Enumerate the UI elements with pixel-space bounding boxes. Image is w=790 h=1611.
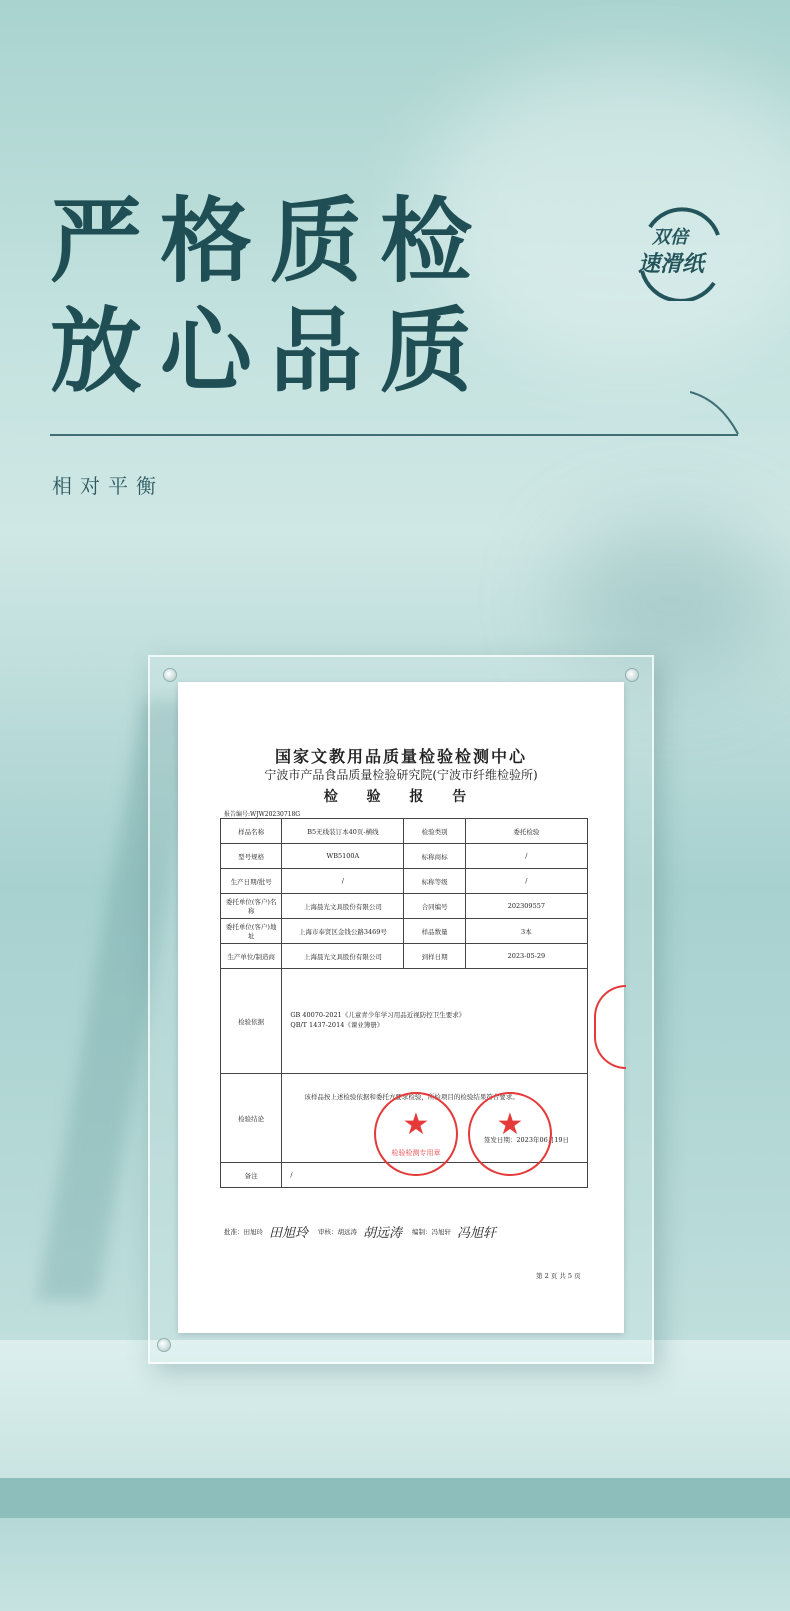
table-cell: 上海市奉贤区金钱公路3469号 xyxy=(282,919,404,944)
report-number: 报告编号:WJW20230718G xyxy=(224,811,301,818)
divider-line xyxy=(50,434,738,436)
table-cell: 标称商标 xyxy=(404,844,465,869)
org-title: 国家文教用品质量检验检测中心 xyxy=(274,747,527,766)
editor-label: 编制：冯旭轩 xyxy=(412,1228,452,1236)
table-row xyxy=(221,869,588,894)
inspection-report xyxy=(178,682,624,1333)
star-icon: ★ xyxy=(496,1107,524,1142)
table-cell: / xyxy=(465,844,587,869)
star-icon: ★ xyxy=(402,1107,430,1142)
table-cell: 上海晨光文具股份有限公司 xyxy=(282,944,404,969)
doc-title: 检 验 报 告 xyxy=(323,789,479,805)
basis-cell xyxy=(282,969,588,1074)
issue-date: 签发日期：2023年06月19日 xyxy=(483,1136,569,1144)
signature-row xyxy=(224,1222,584,1241)
table-cell: 样品名称 xyxy=(221,819,282,844)
screw-icon xyxy=(163,668,177,682)
divider-curve-icon xyxy=(690,390,740,436)
table-cell: 生产单位/制造商 xyxy=(221,944,282,969)
table-cell: WB5100A xyxy=(282,844,404,869)
subtitle: 相对平衡 xyxy=(52,474,164,498)
table-cell: B5无线装订本40页-横线 xyxy=(282,819,404,844)
table-row xyxy=(221,969,588,1074)
table-row xyxy=(221,844,588,869)
table-cell: 3本 xyxy=(465,919,587,944)
remark-label: 备注 xyxy=(221,1163,282,1188)
reviewer-label: 审核：胡远涛 xyxy=(318,1228,358,1236)
table-cell: 样品数量 xyxy=(404,919,465,944)
brand-logo xyxy=(632,205,728,301)
table-cell: 202309557 xyxy=(465,894,587,919)
official-stamp xyxy=(374,1092,458,1176)
table-row xyxy=(221,919,588,944)
table-cell: 检验类别 xyxy=(404,819,465,844)
basis-label: 检验依据 xyxy=(221,969,282,1074)
logo-text-line1: 双倍 xyxy=(652,227,688,248)
page-number: 第 2 页 共 5 页 xyxy=(536,1272,581,1280)
table-cell: 2023-05-29 xyxy=(465,944,587,969)
screw-icon xyxy=(157,1338,171,1352)
table-cell: 上海晨光文具股份有限公司 xyxy=(282,894,404,919)
table-cell: / xyxy=(465,869,587,894)
table-cell: / xyxy=(282,869,404,894)
table-cell: 到样日期 xyxy=(404,944,465,969)
table-row xyxy=(221,944,588,969)
table-cell: 委托单位(客户)地址 xyxy=(221,919,282,944)
table-cell: 委托检验 xyxy=(465,819,587,844)
table-cell: 标称等级 xyxy=(404,869,465,894)
org-subtitle: 宁波市产品食品质量检验研究院(宁波市纤维检验所) xyxy=(264,768,538,782)
headline-line1: 严格质检 xyxy=(50,187,491,295)
headline-line2: 放心品质 xyxy=(50,297,491,405)
approver-signature: 田旭玲 xyxy=(269,1226,309,1241)
screw-icon xyxy=(625,668,639,682)
official-stamp xyxy=(468,1092,552,1176)
shelf-edge xyxy=(0,1478,790,1518)
editor-signature: 冯旭轩 xyxy=(457,1226,497,1241)
stamp-text: 检验检测专用章 xyxy=(391,1149,441,1157)
table-cell: 委托单位(客户)名称 xyxy=(221,894,282,919)
shelf-bottom xyxy=(0,1518,790,1611)
approver-label: 批准：田旭玲 xyxy=(224,1228,263,1236)
basis-line2: QB/T 1437-2014《课业簿册》 xyxy=(290,1021,384,1029)
conclusion-label: 检验结论 xyxy=(221,1074,282,1163)
table-row xyxy=(221,894,588,919)
basis-line1: GB 40070-2021《儿童青少年学习用品近视防控卫生要求》 xyxy=(290,1011,466,1020)
table-cell: 合同编号 xyxy=(404,894,465,919)
conclusion-text: 该样品按上述检验依据和委托方要求检验，所检项目的检验结果符合要求。 xyxy=(304,1093,519,1101)
table-cell: 生产日期/批号 xyxy=(221,869,282,894)
reviewer-signature: 胡远涛 xyxy=(363,1226,403,1241)
table-cell: 型号规格 xyxy=(221,844,282,869)
remark-value: / xyxy=(282,1163,588,1188)
logo-text-line2: 速滑纸 xyxy=(638,252,705,277)
table-row xyxy=(221,819,588,844)
